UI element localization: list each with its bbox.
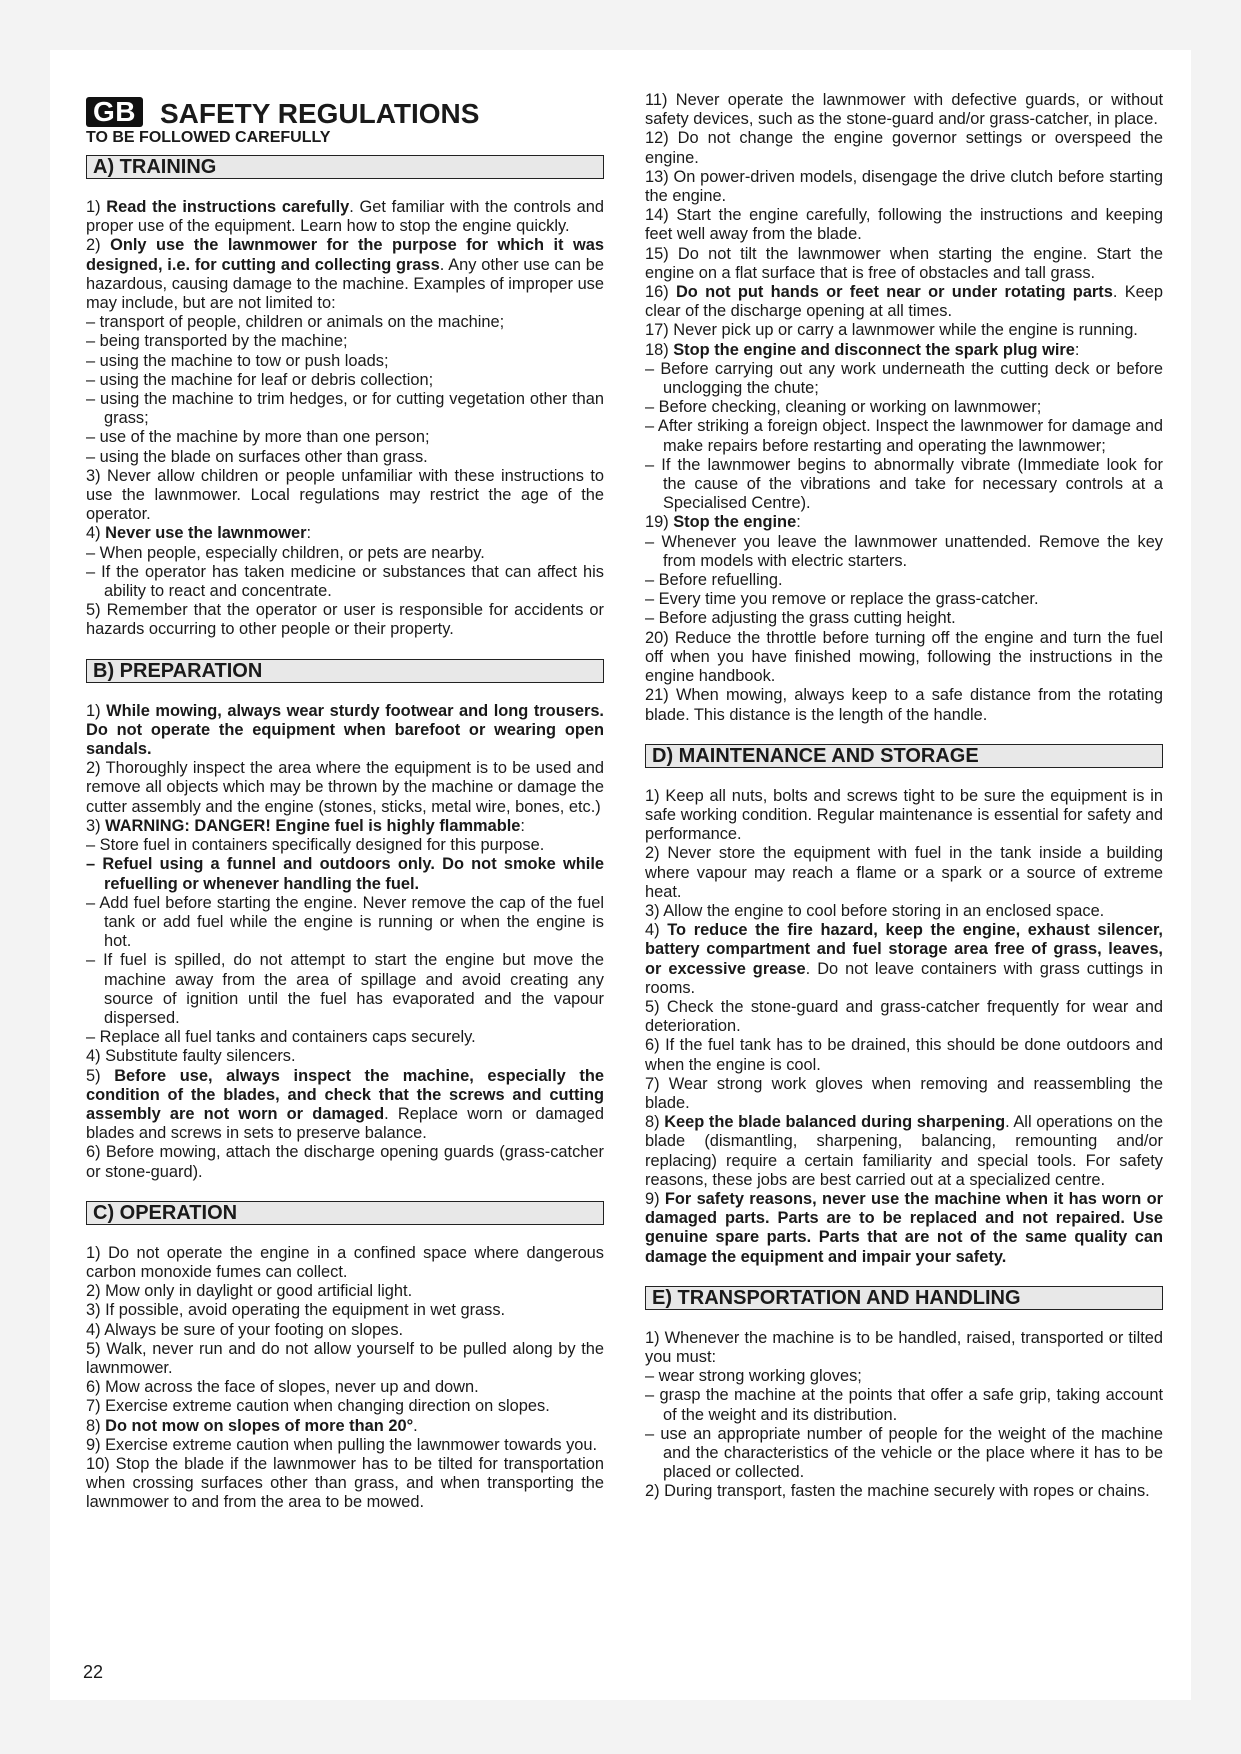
paragraph: 5) Remember that the operator or user is responsible for accidents or hazards occurring to other people or their property. (86, 601, 604, 639)
list-item: – Replace all fuel tanks and containers caps securely. (86, 1028, 476, 1047)
paragraph: 3) Allow the engine to cool before storing in an enclosed space. (645, 901, 1105, 920)
paragraph: 13) On power-driven models, disengage the drive clutch before starting the engine. (645, 167, 1163, 206)
page-number: 22 (83, 1662, 104, 1682)
paragraph: 1) Whenever the machine is to be handled, raised, transported or tilted you must: (645, 1328, 1163, 1366)
list-item: – If fuel is spilled, do not attempt to start the engine but move the machine away from the area of spillage and avoid creating any source of ignition until the fuel has evaporated and the vapour dispersed. (86, 951, 604, 1027)
paragraph: 4) To reduce the fire hazard, keep the engine, exhaust silencer, battery compartment and fuel storage area free of grass, leaves, or excessive grease. Do not leave containers with grass cuttings in rooms. (645, 921, 1163, 997)
list-item: – Before refuelling. (645, 571, 783, 590)
paragraph: 12) Do not change the engine governor settings or overspeed the engine. (645, 129, 1163, 167)
list-item: – Refuel using a funnel and outdoors only. Do not smoke while refuelling or whenever handling the fuel. (86, 855, 604, 893)
page-header (86, 91, 604, 155)
list-item: – After striking a foreign object. Inspect the lawnmower for damage and make repairs before restarting and operating the lawnmower; (645, 417, 1163, 455)
list-item: – grasp the machine at the points that offer a safe grip, taking account of the weight and its distribution. (645, 1386, 1163, 1424)
section-heading-operation: C) OPERATION (86, 1201, 604, 1225)
paragraph: 3) WARNING: DANGER! Engine fuel is highly flammable: (86, 816, 525, 835)
list-item: – use an appropriate number of people for the weight of the machine and the characteristics of the vehicle or the place where it has to be placed or collected. (645, 1424, 1163, 1482)
paragraph: 19) Stop the engine: (645, 513, 801, 532)
paragraph: 1) Read the instructions carefully. Get familiar with the controls and proper use of the equipment. Learn how to stop the engine quickly. (86, 198, 604, 236)
paragraph: 9) Exercise extreme caution when pulling the lawnmower towards you. (86, 1435, 598, 1454)
left-column (86, 91, 604, 1513)
paragraph: 4) Substitute faulty silencers. (86, 1047, 296, 1066)
page-title: SAFETY REGULATIONS (160, 98, 480, 129)
paragraph: 2) During transport, fasten the machine securely with ropes or chains. (645, 1482, 1150, 1501)
list-item: – If the lawnmower begins to abnormally vibrate (Immediate look for the cause of the vibrations and take for necessary controls at a Specialised Centre). (645, 455, 1163, 513)
paragraph: 6) Mow across the face of slopes, never up and down. (86, 1378, 479, 1397)
list-item: – Whenever you leave the lawnmower unattended. Remove the key from models with electric starters. (645, 532, 1163, 570)
paragraph: 5) Before use, always inspect the machine, especially the condition of the blades, and check that the screws and cutting assembly are not worn or damaged. Replace worn or damaged blades and screws in sets to preserve balance. (86, 1066, 604, 1143)
paragraph: 3) If possible, avoid operating the equipment in wet grass. (86, 1301, 506, 1320)
list-item: – wear strong working gloves; (645, 1367, 862, 1386)
paragraph: 1) While mowing, always wear sturdy footwear and long trousers. Do not operate the equipment when barefoot or wearing open sandals. (86, 701, 604, 759)
language-badge: GB (86, 97, 143, 127)
list-item: – use of the machine by more than one person; (86, 428, 430, 447)
paragraph: 5) Walk, never run and do not allow yourself to be pulled along by the lawnmower. (86, 1339, 604, 1377)
paragraph: 9) For safety reasons, never use the machine when it has worn or damaged parts. Parts are to be replaced and not repaired. Use genuine spare parts. Parts that are not of the same quality can damage the equipment and impair your safety. (645, 1189, 1163, 1266)
list-item: – transport of people, children or animals on the machine; (86, 313, 505, 332)
paragraph: 2) Only use the lawnmower for the purpose for which it was designed, i.e. for cutting and collecting grass. Any other use can be hazardous, causing damage to the machine. Examples of improper use may include, but are not limited to: (86, 236, 604, 313)
section-heading-maintenance: D) MAINTENANCE AND STORAGE (645, 744, 1163, 768)
list-item: – If the operator has taken medicine or substances that can affect his ability to react and concentrate. (86, 562, 604, 601)
paragraph: 15) Do not tilt the lawnmower when starting the engine. Start the engine on a flat surface that is free of obstacles and tall grass. (645, 244, 1163, 282)
paragraph: 11) Never operate the lawnmower with defective guards, or without safety devices, such as the stone-guard and/or grass-catcher, in place. (645, 91, 1163, 129)
manual-page (50, 50, 1191, 1700)
paragraph: 21) When mowing, always keep to a safe distance from the rotating blade. This distance is the length of the handle. (645, 686, 1163, 724)
list-item: – Before adjusting the grass cutting height. (645, 609, 956, 628)
paragraph: 17) Never pick up or carry a lawnmower while the engine is running. (645, 321, 1138, 340)
paragraph: 6) If the fuel tank has to be drained, this should be done outdoors and when the engine is cool. (645, 1036, 1163, 1074)
paragraph: 1) Keep all nuts, bolts and screws tight to be sure the equipment is in safe working condition. Regular maintenance is essential for safety and performance. (645, 786, 1163, 844)
paragraph: 2) Thoroughly inspect the area where the equipment is to be used and remove all objects which may be thrown by the machine or damage the cutter assembly and the engine (stones, sticks, metal wire, bones, etc.) (86, 759, 604, 816)
paragraph: 4) Never use the lawnmower: (86, 524, 312, 543)
list-item: – Every time you remove or replace the grass-catcher. (645, 590, 1039, 609)
list-item: – using the machine to trim hedges, or for cutting vegetation other than grass; (86, 390, 604, 428)
paragraph: 16) Do not put hands or feet near or under rotating parts. Keep clear of the discharge opening at all times. (645, 283, 1163, 321)
section-heading-training: A) TRAINING (86, 155, 604, 179)
paragraph: 10) Stop the blade if the lawnmower has to be tilted for transportation when crossing surfaces other than grass, and when transporting the lawnmower to and from the area to be mowed. (86, 1454, 604, 1512)
page-subtitle: TO BE FOLLOWED CAREFULLY (86, 129, 331, 146)
paragraph: 5) Check the stone-guard and grass-catcher frequently for wear and deterioration. (645, 997, 1163, 1036)
list-item: – Before checking, cleaning or working on lawnmower; (645, 398, 1042, 417)
paragraph: 4) Always be sure of your footing on slopes. (86, 1320, 404, 1339)
list-item: – Store fuel in containers specifically designed for this purpose. (86, 836, 545, 855)
paragraph: 3) Never allow children or people unfamiliar with these instructions to use the lawnmower. Local regulations may restrict the age of the operator. (86, 466, 604, 524)
paragraph: 1) Do not operate the engine in a confined space where dangerous carbon monoxide fumes can collect. (86, 1243, 604, 1281)
paragraph: 20) Reduce the throttle before turning off the engine and turn the fuel off when you have finished mowing, following the instructions in the engine handbook. (645, 628, 1163, 686)
paragraph: 7) Exercise extreme caution when changing direction on slopes. (86, 1397, 550, 1416)
section-heading-transport: E) TRANSPORTATION AND HANDLING (645, 1286, 1163, 1310)
right-column (645, 91, 1163, 1502)
paragraph: 14) Start the engine carefully, following the instructions and keeping feet well away from the blade. (645, 206, 1163, 244)
list-item: – using the machine for leaf or debris collection; (86, 370, 434, 389)
list-item: – Add fuel before starting the engine. Never remove the cap of the fuel tank or add fuel while the engine is running or when the engine is hot. (86, 893, 604, 951)
paragraph: 2) Mow only in daylight or good artificial light. (86, 1282, 413, 1301)
list-item: – using the blade on surfaces other than grass. (86, 447, 428, 466)
list-item: – When people, especially children, or pets are nearby. (86, 543, 485, 562)
paragraph: 2) Never store the equipment with fuel in the tank inside a building where vapour may reach a flame or a spark or a source of extreme heat. (645, 844, 1163, 901)
list-item: – Before carrying out any work underneath the cutting deck or before unclogging the chute; (645, 359, 1163, 398)
paragraph: 18) Stop the engine and disconnect the spark plug wire: (645, 340, 1080, 359)
list-item: – being transported by the machine; (86, 332, 348, 351)
paragraph: 8) Keep the blade balanced during sharpening. All operations on the blade (dismantling, sharpening, balancing, remounting and/or replacing) require a certain familiarity and special tools. For safety reasons, these jobs are best carried out at a specialized centre. (645, 1113, 1163, 1189)
list-item: – using the machine to tow or push loads; (86, 351, 389, 370)
paragraph: 7) Wear strong work gloves when removing and reassembling the blade. (645, 1074, 1163, 1112)
section-heading-preparation: B) PREPARATION (86, 659, 604, 683)
paragraph: 8) Do not mow on slopes of more than 20°. (86, 1416, 418, 1435)
paragraph: 6) Before mowing, attach the discharge opening guards (grass-catcher or stone-guard). (86, 1143, 604, 1181)
